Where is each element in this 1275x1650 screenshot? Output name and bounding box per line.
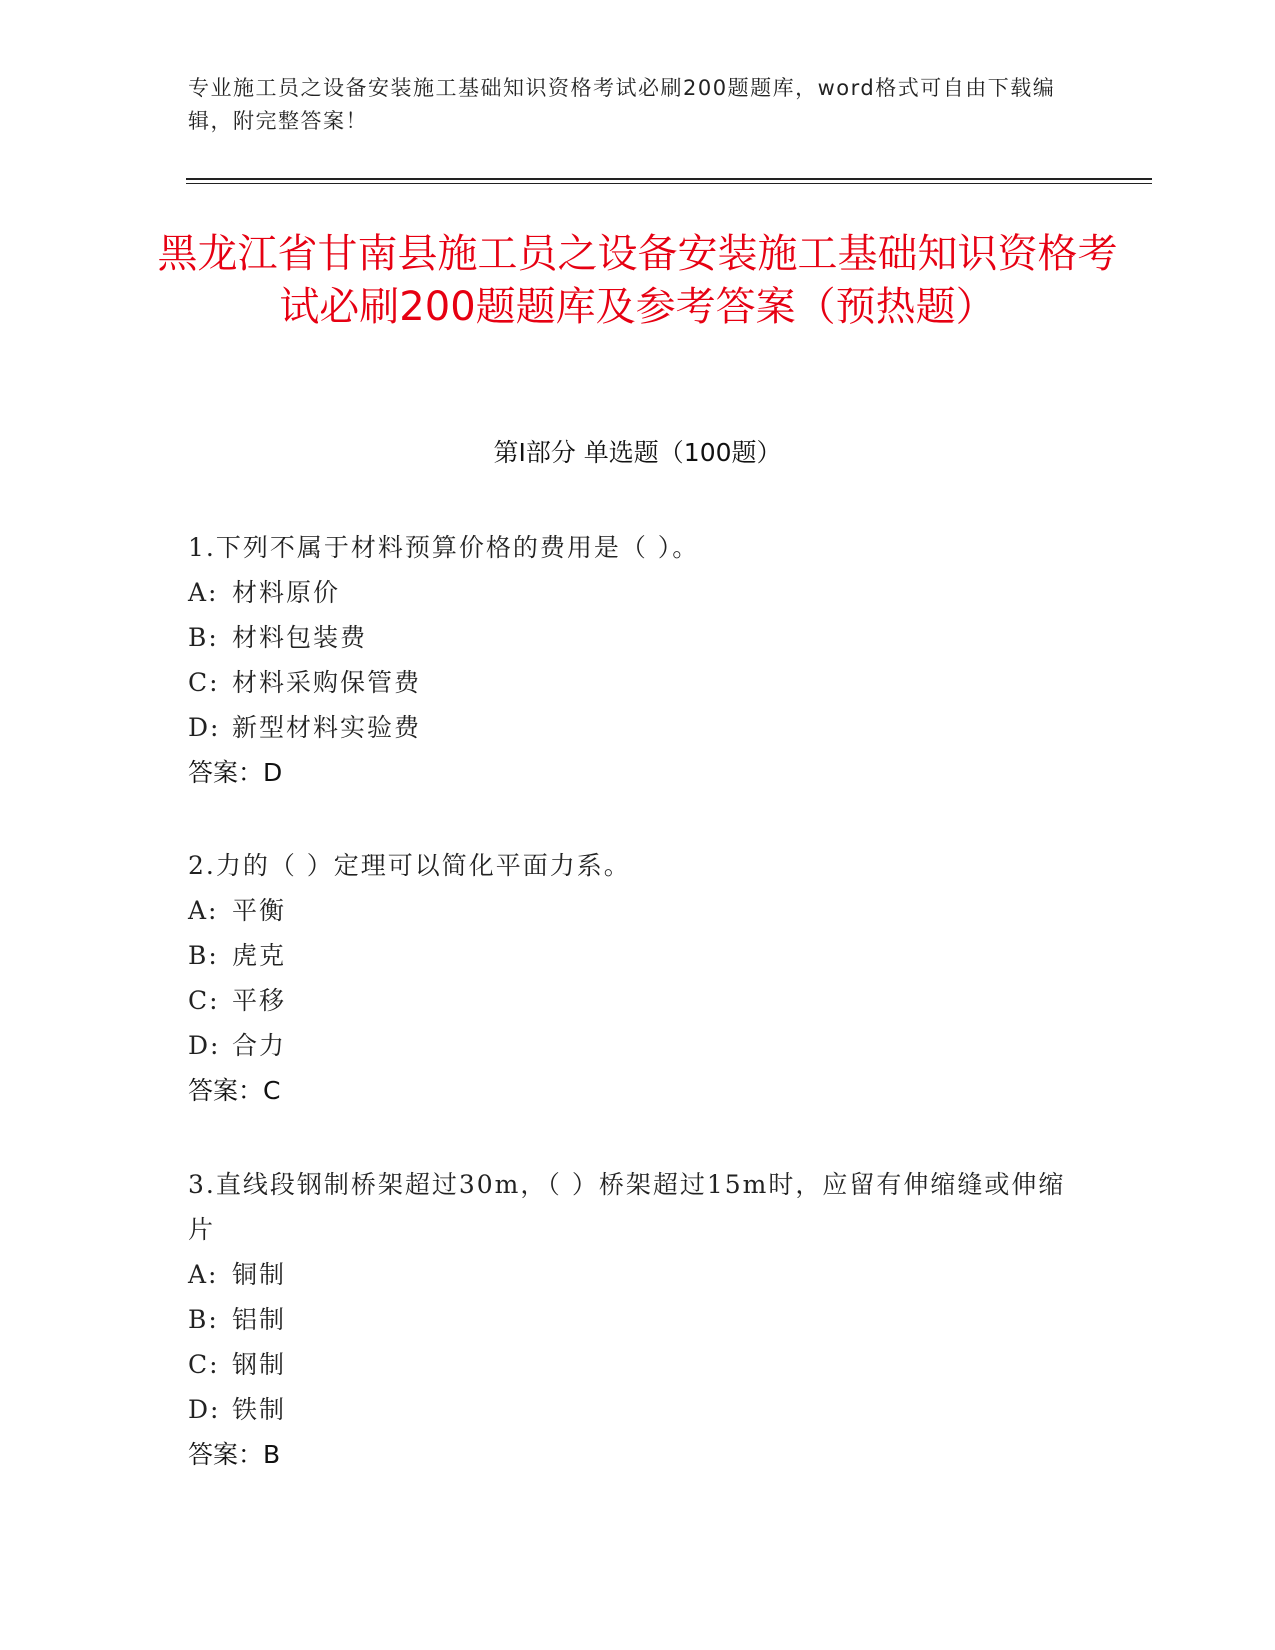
question-block: [188, 525, 1088, 795]
option-text: 材料原价: [232, 578, 341, 607]
option-key: A:: [188, 1260, 219, 1289]
question-option: [188, 888, 1088, 933]
option-key: C:: [188, 986, 220, 1015]
option-text: 虎克: [232, 941, 287, 970]
question-stem: 2.力的（ ）定理可以简化平面力系。: [188, 851, 631, 880]
option-text: 铜制: [232, 1260, 287, 1289]
option-key: B:: [188, 623, 219, 652]
question-block: [188, 1162, 1088, 1477]
option-text: 材料采购保管费: [232, 668, 422, 697]
option-text: 钢制: [232, 1350, 287, 1379]
question-option: [188, 1387, 1088, 1432]
option-key: C:: [188, 668, 220, 697]
option-text: 新型材料实验费: [232, 713, 422, 742]
question-option: [188, 705, 1088, 750]
question-option: [188, 615, 1088, 660]
option-text: 铝制: [232, 1305, 287, 1334]
question-stem: 3.直线段钢制桥架超过30m，（ ）桥架超过15m时，应留有伸缩缝或伸缩片: [188, 1170, 1066, 1244]
option-text: 材料包装费: [232, 623, 368, 652]
option-key: B:: [188, 941, 219, 970]
option-key: A:: [188, 896, 219, 925]
option-key: C:: [188, 1350, 220, 1379]
option-key: D:: [188, 1395, 221, 1424]
question-option: [188, 1297, 1088, 1342]
question-option: [188, 1342, 1088, 1387]
header-note: 专业施工员之设备安装施工基础知识资格考试必刷200题题库，word格式可自由下载编辑，附完整答案！: [188, 76, 1056, 133]
option-text: 铁制: [232, 1395, 287, 1424]
header-rule-thick: [186, 178, 1152, 180]
option-key: D:: [188, 1031, 221, 1060]
question-option: [188, 1023, 1088, 1068]
question-option: [188, 933, 1088, 978]
section-heading: 第Ⅰ部分 单选题（100题）: [493, 438, 782, 467]
question-answer: 答案：D: [188, 758, 283, 787]
question-option: [188, 660, 1088, 705]
question-answer: 答案：C: [188, 1076, 281, 1105]
option-text: 合力: [232, 1031, 287, 1060]
question-option: [188, 1252, 1088, 1297]
option-text: 平移: [232, 986, 287, 1015]
question-option: [188, 978, 1088, 1023]
option-key: D:: [188, 713, 221, 742]
question-block: [188, 843, 1088, 1113]
document-title: 黑龙江省甘南县施工员之设备安装施工基础知识资格考试必刷200题题库及参考答案（预热题）: [157, 231, 1118, 330]
question-option: [188, 570, 1088, 615]
question-answer: 答案：B: [188, 1440, 281, 1469]
question-stem: 1.下列不属于材料预算价格的费用是（ ）。: [188, 533, 700, 562]
option-text: 平衡: [232, 896, 287, 925]
header-rule-thin: [186, 183, 1152, 184]
option-key: B:: [188, 1305, 219, 1334]
option-key: A:: [188, 578, 219, 607]
